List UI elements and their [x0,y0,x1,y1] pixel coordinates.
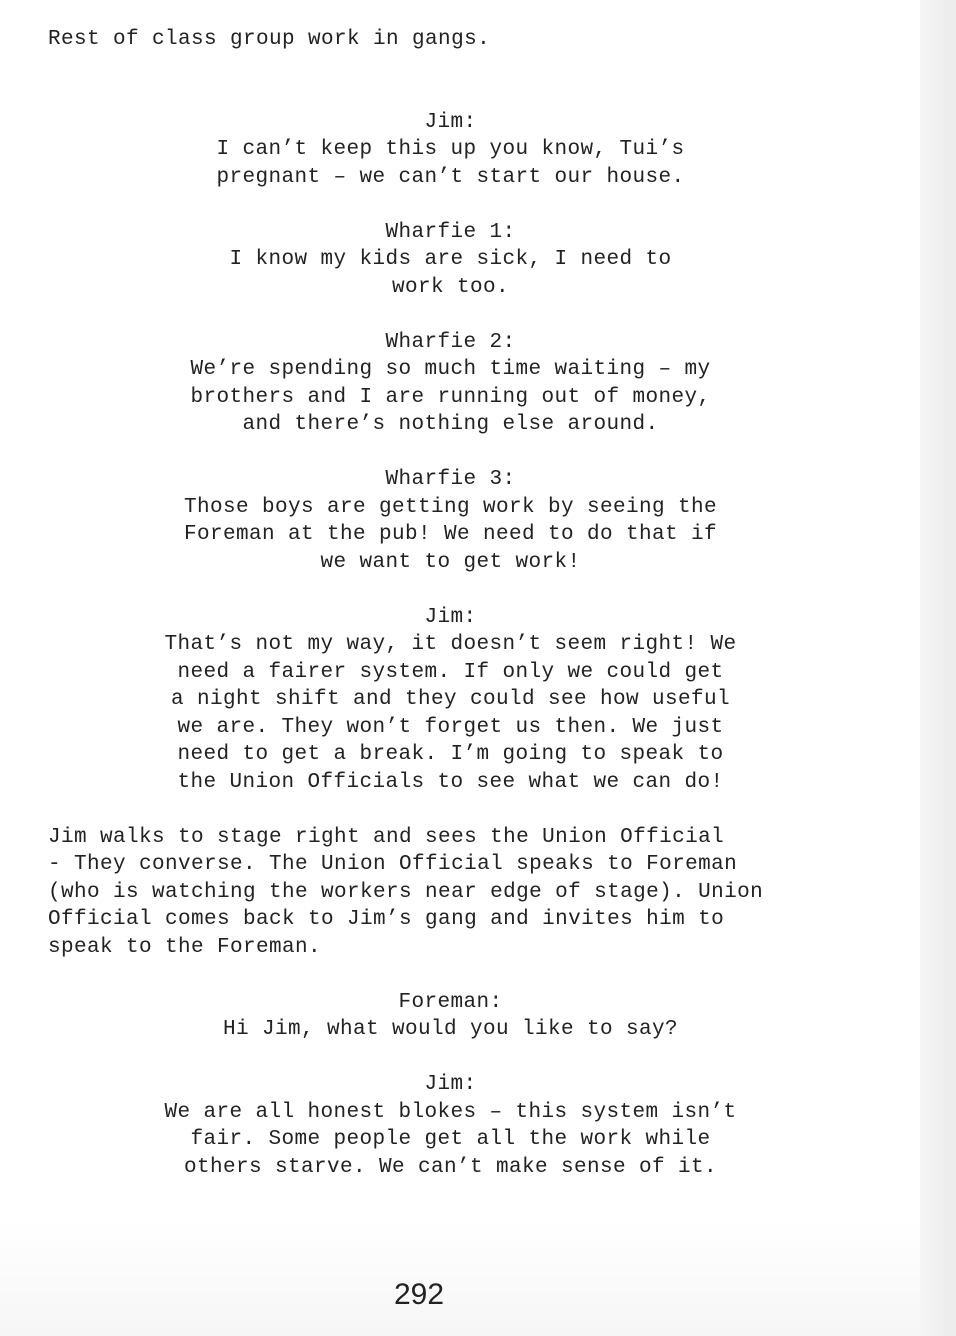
dialogue-block [48,109,853,192]
speaker-name: Jim: [424,110,477,134]
dialogue-line: We’re spending so much time waiting – my brothers and I are running out of money, and there’s nothing else around. [190,358,711,436]
dialogue-line: I know my kids are sick, I need to work too. [229,248,672,299]
dialogue-block [48,989,853,1044]
dialogue-block [48,466,853,576]
speaker-name: Wharfie 3: [385,468,516,491]
page-edge-shadow [920,0,956,1336]
stage-direction: Jim walks to stage right and sees the Union Official - They converse. The Union Official speaks to Foreman (who is watching the workers near edge of stage). Union Official comes back to Jim’s gang and invites him to speak to the Foreman. [48,825,764,959]
dialogue-block [48,329,853,439]
dialogue-line: We are all honest blokes – this system isn’t fair. Some people get all the work while others starve. We can’t make sense of it. [164,1100,737,1179]
dialogue-block [48,1071,853,1181]
stage-direction: Rest of class group work in gangs. [48,28,491,51]
dialogue-block [48,604,853,797]
dialogue-line: Those boys are getting work by seeing the Foreman at the pub! We need to do that if we want to get work! [183,495,718,574]
speaker-name: Jim: [424,1073,477,1096]
speaker-name: Wharfie 2: [385,330,516,354]
speaker-name: Foreman: [398,990,503,1014]
dialogue-line: That’s not my way, it doesn’t seem right! We need a fairer system. If only we could get a night shift and they could see how useful we are. They won’t forget us then. We just need to get a break. I’m going to speak to the Union Officials to see what we can do! [164,633,737,794]
speaker-name: Jim: [424,605,477,629]
dialogue-block [48,219,853,302]
script-text [48,26,888,1181]
dialogue-line: I can’t keep this up you know, Tui’s pregnant – we can’t start our house. [216,138,685,189]
speaker-name: Wharfie 1: [385,220,516,244]
page-number: 292 [393,1278,445,1311]
dialogue-line: Hi Jim, what would you like to say? [222,1018,679,1041]
